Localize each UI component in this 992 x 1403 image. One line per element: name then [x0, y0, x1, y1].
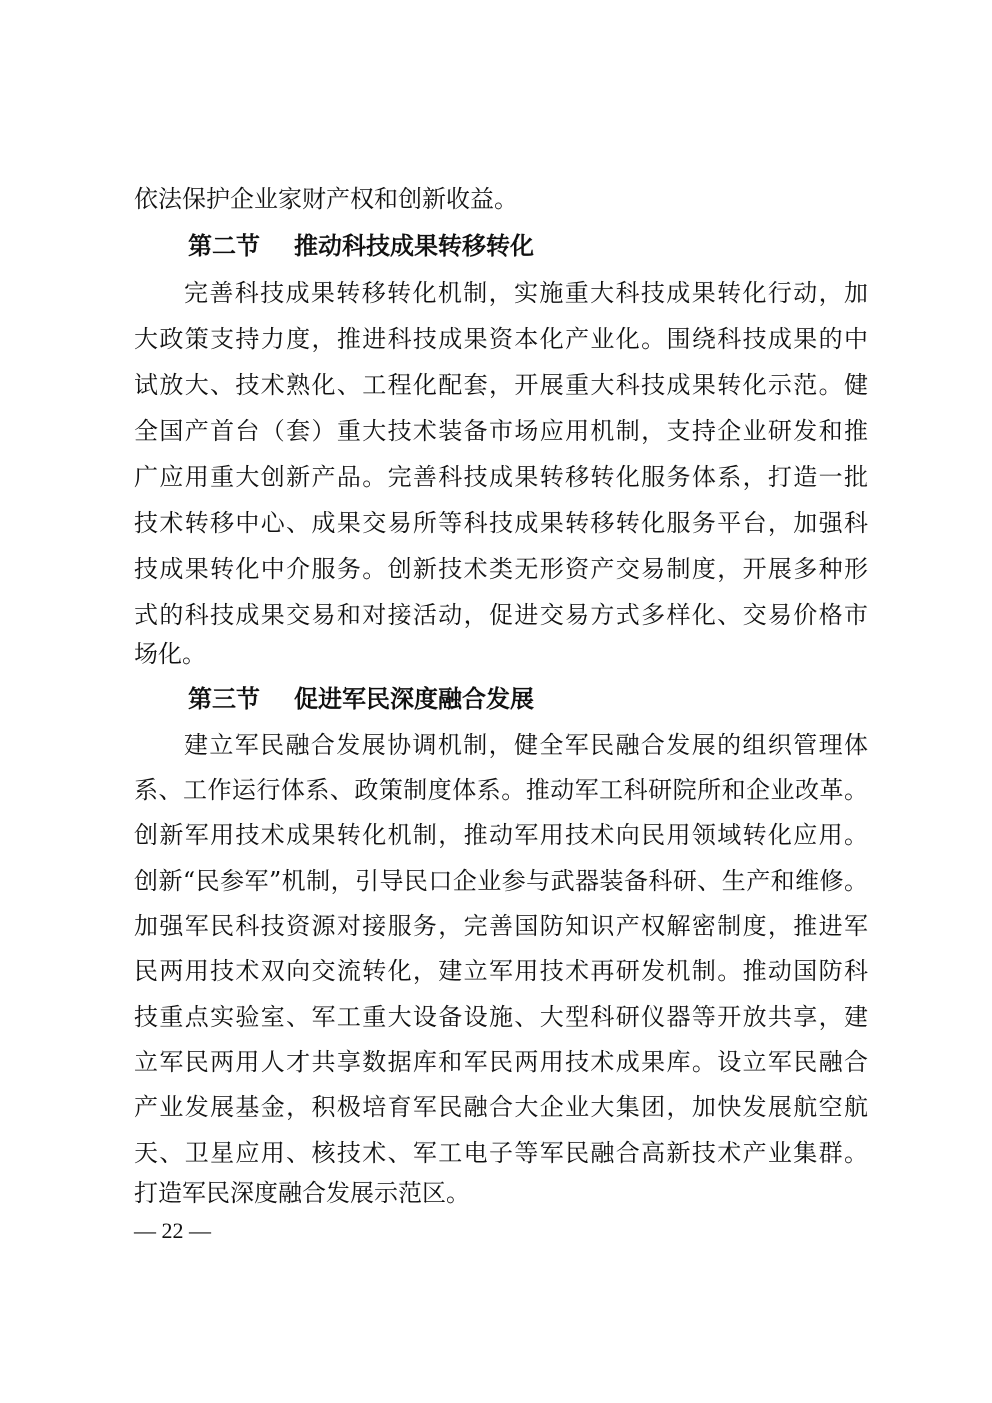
paragraph-line: 建立军民融合发展协调机制，健全军民融合发展的组织管理体 [184, 731, 868, 759]
paragraph-line: 创新“民参军”机制，引导民口企业参与武器装备科研、生产和维修。 [134, 867, 868, 895]
paragraph-line: 场化。 [134, 640, 206, 668]
section-number: 第二节 [188, 231, 260, 260]
paragraph-line: 技术转移中心、成果交易所等科技成果转移转化服务平台，加强科 [134, 509, 868, 537]
paragraph-line: 完善科技成果转移转化机制，实施重大科技成果转化行动，加 [184, 279, 868, 307]
section-title: 推动科技成果转移转化 [294, 231, 534, 260]
paragraph-line: 技重点实验室、军工重大设备设施、大型科研仪器等开放共享，建 [134, 1003, 868, 1031]
paragraph-line: 试放大、技术熟化、工程化配套，开展重大科技成果转化示范。健 [134, 371, 868, 399]
section-heading [188, 231, 534, 261]
paragraph-line: 民两用技术双向交流转化，建立军用技术再研发机制。推动国防科 [134, 957, 868, 985]
paragraph-line: 式的科技成果交易和对接活动，促进交易方式多样化、交易价格市 [134, 601, 868, 629]
paragraph-line: 打造军民深度融合发展示范区。 [134, 1179, 470, 1207]
paragraph-line: 广应用重大创新产品。完善科技成果转移转化服务体系，打造一批 [134, 463, 868, 491]
page-number: — 22 — [134, 1218, 211, 1243]
paragraph-line: 大政策支持力度，推进科技成果资本化产业化。围绕科技成果的中 [134, 325, 868, 353]
paragraph-line: 依法保护企业家财产权和创新收益。 [134, 185, 518, 213]
paragraph-line: 加强军民科技资源对接服务，完善国防知识产权解密制度，推进军 [134, 912, 868, 940]
section-title: 促进军民深度融合发展 [294, 684, 534, 713]
section-number: 第三节 [188, 684, 260, 713]
paragraph-line: 创新军用技术成果转化机制，推动军用技术向民用领域转化应用。 [134, 821, 868, 849]
paragraph-line: 技成果转化中介服务。创新技术类无形资产交易制度，开展多种形 [134, 555, 868, 583]
paragraph-line: 天、卫星应用、核技术、军工电子等军民融合高新技术产业集群。 [134, 1139, 868, 1167]
paragraph-line: 系、工作运行体系、政策制度体系。推动军工科研院所和企业改革。 [134, 776, 868, 804]
paragraph-line: 立军民两用人才共享数据库和军民两用技术成果库。设立军民融合 [134, 1048, 868, 1076]
section-heading [188, 684, 534, 714]
paragraph-line: 产业发展基金，积极培育军民融合大企业大集团，加快发展航空航 [134, 1093, 868, 1121]
paragraph-line: 全国产首台（套）重大技术装备市场应用机制，支持企业研发和推 [134, 417, 868, 445]
